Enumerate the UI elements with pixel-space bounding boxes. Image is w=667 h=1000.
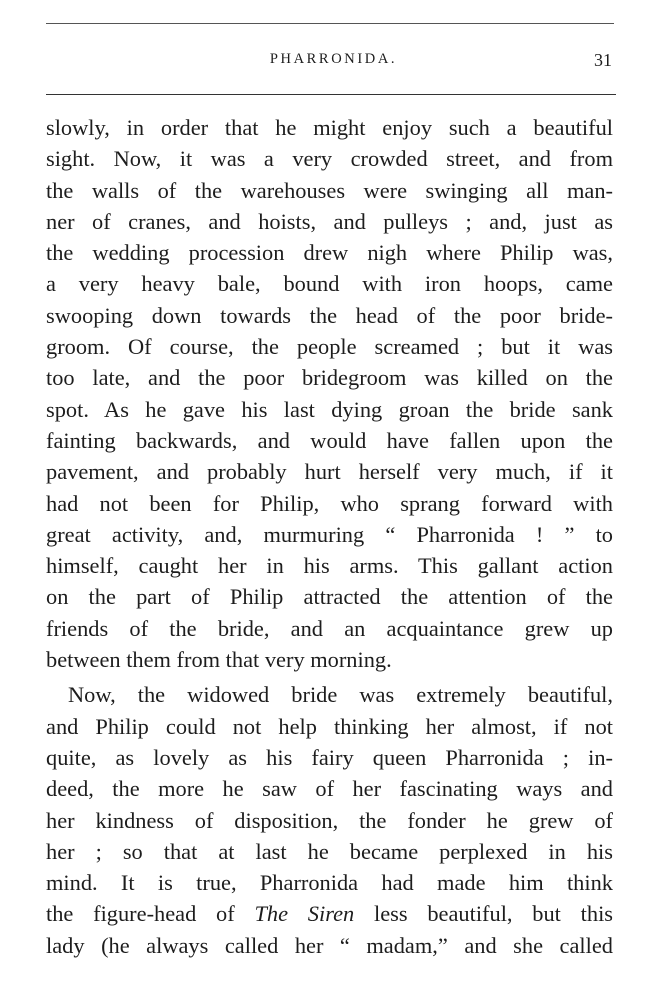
text-line: between them from that very morning.	[46, 647, 392, 673]
ship-name: The Siren	[254, 901, 355, 927]
text-line: had not been for Philip, who sprang forward with	[46, 490, 613, 516]
running-title: PHARRONIDA.	[269, 51, 398, 67]
body-text	[46, 112, 613, 961]
paragraph	[46, 679, 613, 961]
text-line: spot. As he gave his last dying groan the bride sank	[46, 396, 613, 422]
text-line: groom. Of course, the people screamed ; but it was	[46, 334, 613, 360]
text-line: too late, and the poor bridegroom was killed on the	[46, 365, 613, 391]
header-top-rule	[46, 23, 614, 24]
text-line: fainting backwards, and would have fallen upon the	[46, 427, 613, 453]
text-line	[46, 898, 613, 929]
text-line: pavement, and probably hurt herself very much, if it	[46, 459, 613, 485]
text-run: less beautiful, but this	[354, 901, 613, 927]
text-line: great activity, and, murmuring “ Pharronida ! ” to	[46, 521, 613, 547]
text-line: mind. It is true, Pharronida had made him think	[46, 870, 613, 896]
text-line: ner of cranes, and hoists, and pulleys ; and, just as	[46, 208, 613, 234]
text-line: friends of the bride, and an acquaintance grew up	[46, 615, 613, 641]
text-line: swooping down towards the head of the poor bride-	[46, 302, 613, 328]
text-line: lady (he always called her “ madam,” and she called	[46, 932, 613, 958]
text-line: himself, caught her in his arms. This gallant action	[46, 553, 613, 579]
text-line: deed, the more he saw of her fascinating ways and	[46, 776, 613, 802]
text-line: on the part of Philip attracted the attention of the	[46, 584, 613, 610]
text-line: the wedding procession drew nigh where Philip was,	[46, 240, 613, 266]
text-line: a very heavy bale, bound with iron hoops, came	[46, 271, 613, 297]
text-line: slowly, in order that he might enjoy such a beautiful	[46, 115, 613, 140]
text-line: Now, the widowed bride was extremely beautiful,	[68, 682, 613, 708]
text-line: and Philip could not help thinking her almost, if not	[46, 713, 613, 739]
paragraph	[46, 112, 613, 675]
header-bottom-rule	[46, 94, 616, 95]
text-line: her ; so that at last he became perplexed in his	[46, 838, 613, 864]
text-line: the walls of the warehouses were swinging all man-	[46, 177, 613, 203]
text-run: the figure-head of	[46, 901, 255, 927]
text-line: sight. Now, it was a very crowded street, and from	[46, 146, 613, 172]
text-line: her kindness of disposition, the fonder he grew of	[46, 807, 613, 833]
page-number: 31	[594, 50, 612, 70]
text-line: quite, as lovely as his fairy queen Pharronida ; in-	[46, 744, 613, 770]
